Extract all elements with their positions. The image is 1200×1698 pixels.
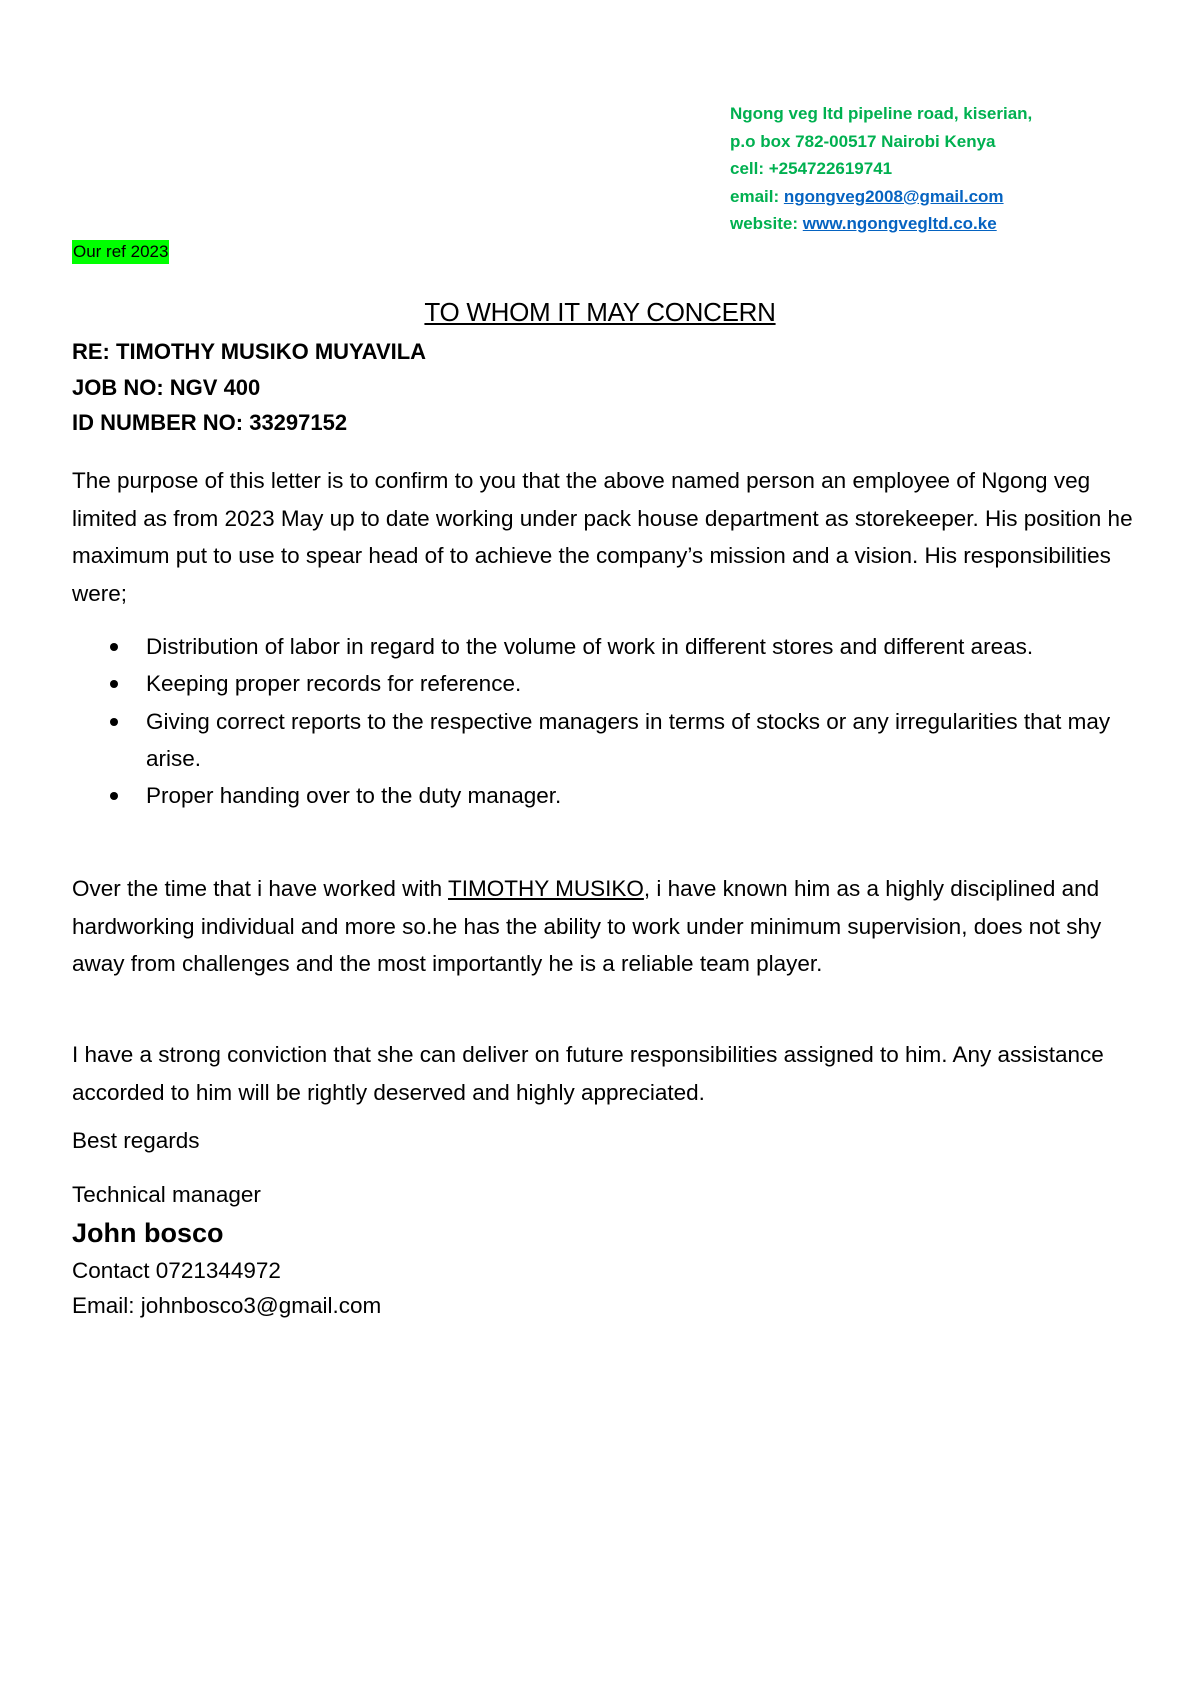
letter-title: TO WHOM IT MAY CONCERN bbox=[424, 297, 776, 327]
list-item-text: Giving correct reports to the respective managers in terms of stocks or any irregularities that may arise. bbox=[146, 708, 1111, 771]
bullet-icon bbox=[110, 792, 118, 800]
signer-contact: Contact 0721344972 bbox=[72, 1258, 281, 1283]
email-label: email: bbox=[730, 186, 784, 206]
company-email-link[interactable]: ngongveg2008@gmail.com bbox=[783, 186, 1004, 206]
responsibilities-list bbox=[72, 628, 1140, 814]
list-item bbox=[72, 703, 1140, 778]
reference-highlight: Our ref 2023 bbox=[72, 240, 169, 264]
list-item bbox=[72, 628, 1140, 665]
po-box-line: p.o box 782-00517 Nairobi Kenya bbox=[730, 131, 996, 151]
signer-email: Email: johnbosco3@gmail.com bbox=[72, 1293, 382, 1318]
employee-name-underlined: TIMOTHY MUSIKO bbox=[448, 876, 644, 901]
job-number: JOB NO: NGV 400 bbox=[72, 374, 261, 400]
email-line bbox=[730, 183, 1032, 211]
list-item bbox=[72, 777, 1140, 814]
cell-line: cell: +254722619741 bbox=[730, 159, 893, 178]
list-item-text: Keeping proper records for reference. bbox=[146, 671, 522, 697]
subject-name: RE: TIMOTHY MUSIKO MUYAVILA bbox=[72, 339, 427, 364]
character-paragraph-end: , i have known him as a highly disciplined and hardworking individual and more so.he has the ability to work under minimum supervision, does not shy away from challenges and the most importantly he is a reliable team player. bbox=[72, 876, 1102, 976]
bullet-icon bbox=[110, 680, 118, 688]
bullet-icon bbox=[110, 643, 118, 651]
character-paragraph-start: Over the time that i have worked with bbox=[72, 876, 449, 901]
closing-line: Best regards bbox=[72, 1128, 200, 1153]
signer-role: Technical manager bbox=[72, 1182, 261, 1207]
website-label: website: bbox=[730, 214, 803, 233]
company-address-block bbox=[730, 100, 1032, 238]
company-website-link[interactable]: www.ngongvegltd.co.ke bbox=[802, 214, 997, 233]
id-number: ID NUMBER NO: 33297152 bbox=[72, 410, 348, 435]
company-address-line: Ngong veg ltd pipeline road, kiserian, bbox=[730, 104, 1033, 123]
character-paragraph bbox=[72, 870, 1140, 983]
intro-paragraph: The purpose of this letter is to confirm to you that the above named person an employee of Ngong veg limited as from 2023 May up to date working under pack house department as storekeeper. His position he maximum put to use to spear head of to achieve the company’s mission and a vision. His responsibilities were; bbox=[72, 468, 1133, 606]
signer-name: John bosco bbox=[72, 1218, 224, 1248]
list-item bbox=[72, 665, 1140, 702]
subject-block bbox=[72, 334, 426, 441]
bullet-icon bbox=[110, 718, 118, 726]
website-line bbox=[730, 210, 1032, 238]
recommendation-paragraph: I have a strong conviction that she can deliver on future responsibilities assigned to him. Any assistance accorded to him will be rightly deserved and highly appreciated. bbox=[72, 1042, 1104, 1105]
list-item-text: Proper handing over to the duty manager. bbox=[146, 783, 562, 809]
list-item-text: Distribution of labor in regard to the volume of work in different stores and different areas. bbox=[146, 634, 1034, 659]
